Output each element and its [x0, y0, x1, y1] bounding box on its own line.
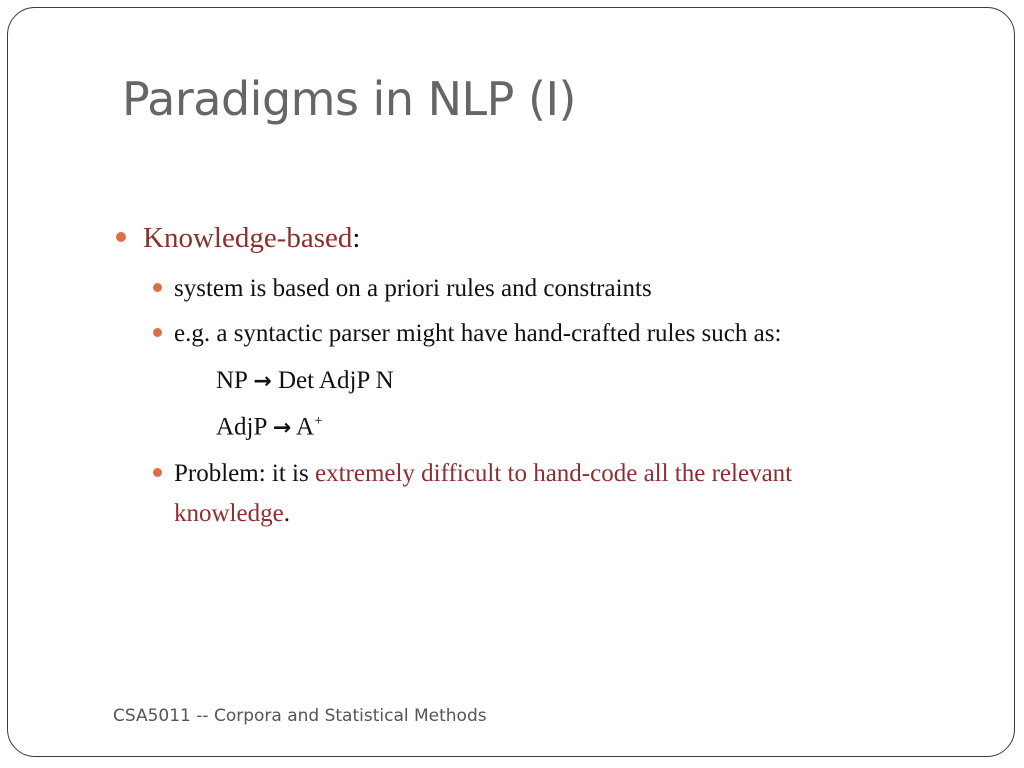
problem-highlight-line2: knowledge [174, 500, 284, 527]
problem-highlight-line1: extremely difficult to hand-code all the relevant [314, 460, 793, 487]
sub-bullet-dot-icon [153, 468, 162, 477]
slide-title: Paradigms in NLP (I) [122, 72, 576, 126]
right-arrow-icon: → [253, 369, 272, 394]
bullet-term: Knowledge-based [143, 222, 353, 254]
bullet-knowledge-based [116, 222, 360, 255]
rule-rhs: Det AdjP N [277, 367, 394, 394]
sub-bullet-parser [153, 320, 781, 348]
bullet-term-suffix: : [352, 222, 361, 254]
sub-bullet-dot-icon [153, 328, 162, 337]
problem-suffix: . [283, 500, 290, 527]
sub-bullet-dot-icon [153, 283, 162, 292]
sub-bullet-text: e.g. a syntactic parser might have hand-crafted rules such as: [174, 320, 782, 347]
grammar-rule-np [216, 367, 394, 395]
rule-lhs: AdjP [216, 413, 267, 441]
rule-rhs: A [296, 413, 315, 441]
grammar-rule-adjp [216, 413, 323, 441]
rule-lhs: NP [216, 367, 248, 394]
bullet-dot-icon [116, 232, 126, 242]
slide-footer: CSA5011 -- Corpora and Statistical Methods [113, 706, 487, 726]
sub-bullet-problem [153, 460, 792, 488]
sub-bullet-rules [153, 275, 652, 303]
right-arrow-icon: → [272, 415, 292, 441]
problem-prefix: Problem: it is [174, 460, 315, 487]
sub-bullet-text: system is based on a priori rules and constraints [174, 275, 652, 302]
rule-superscript: + [314, 413, 323, 429]
sub-bullet-problem-continued [174, 500, 290, 528]
